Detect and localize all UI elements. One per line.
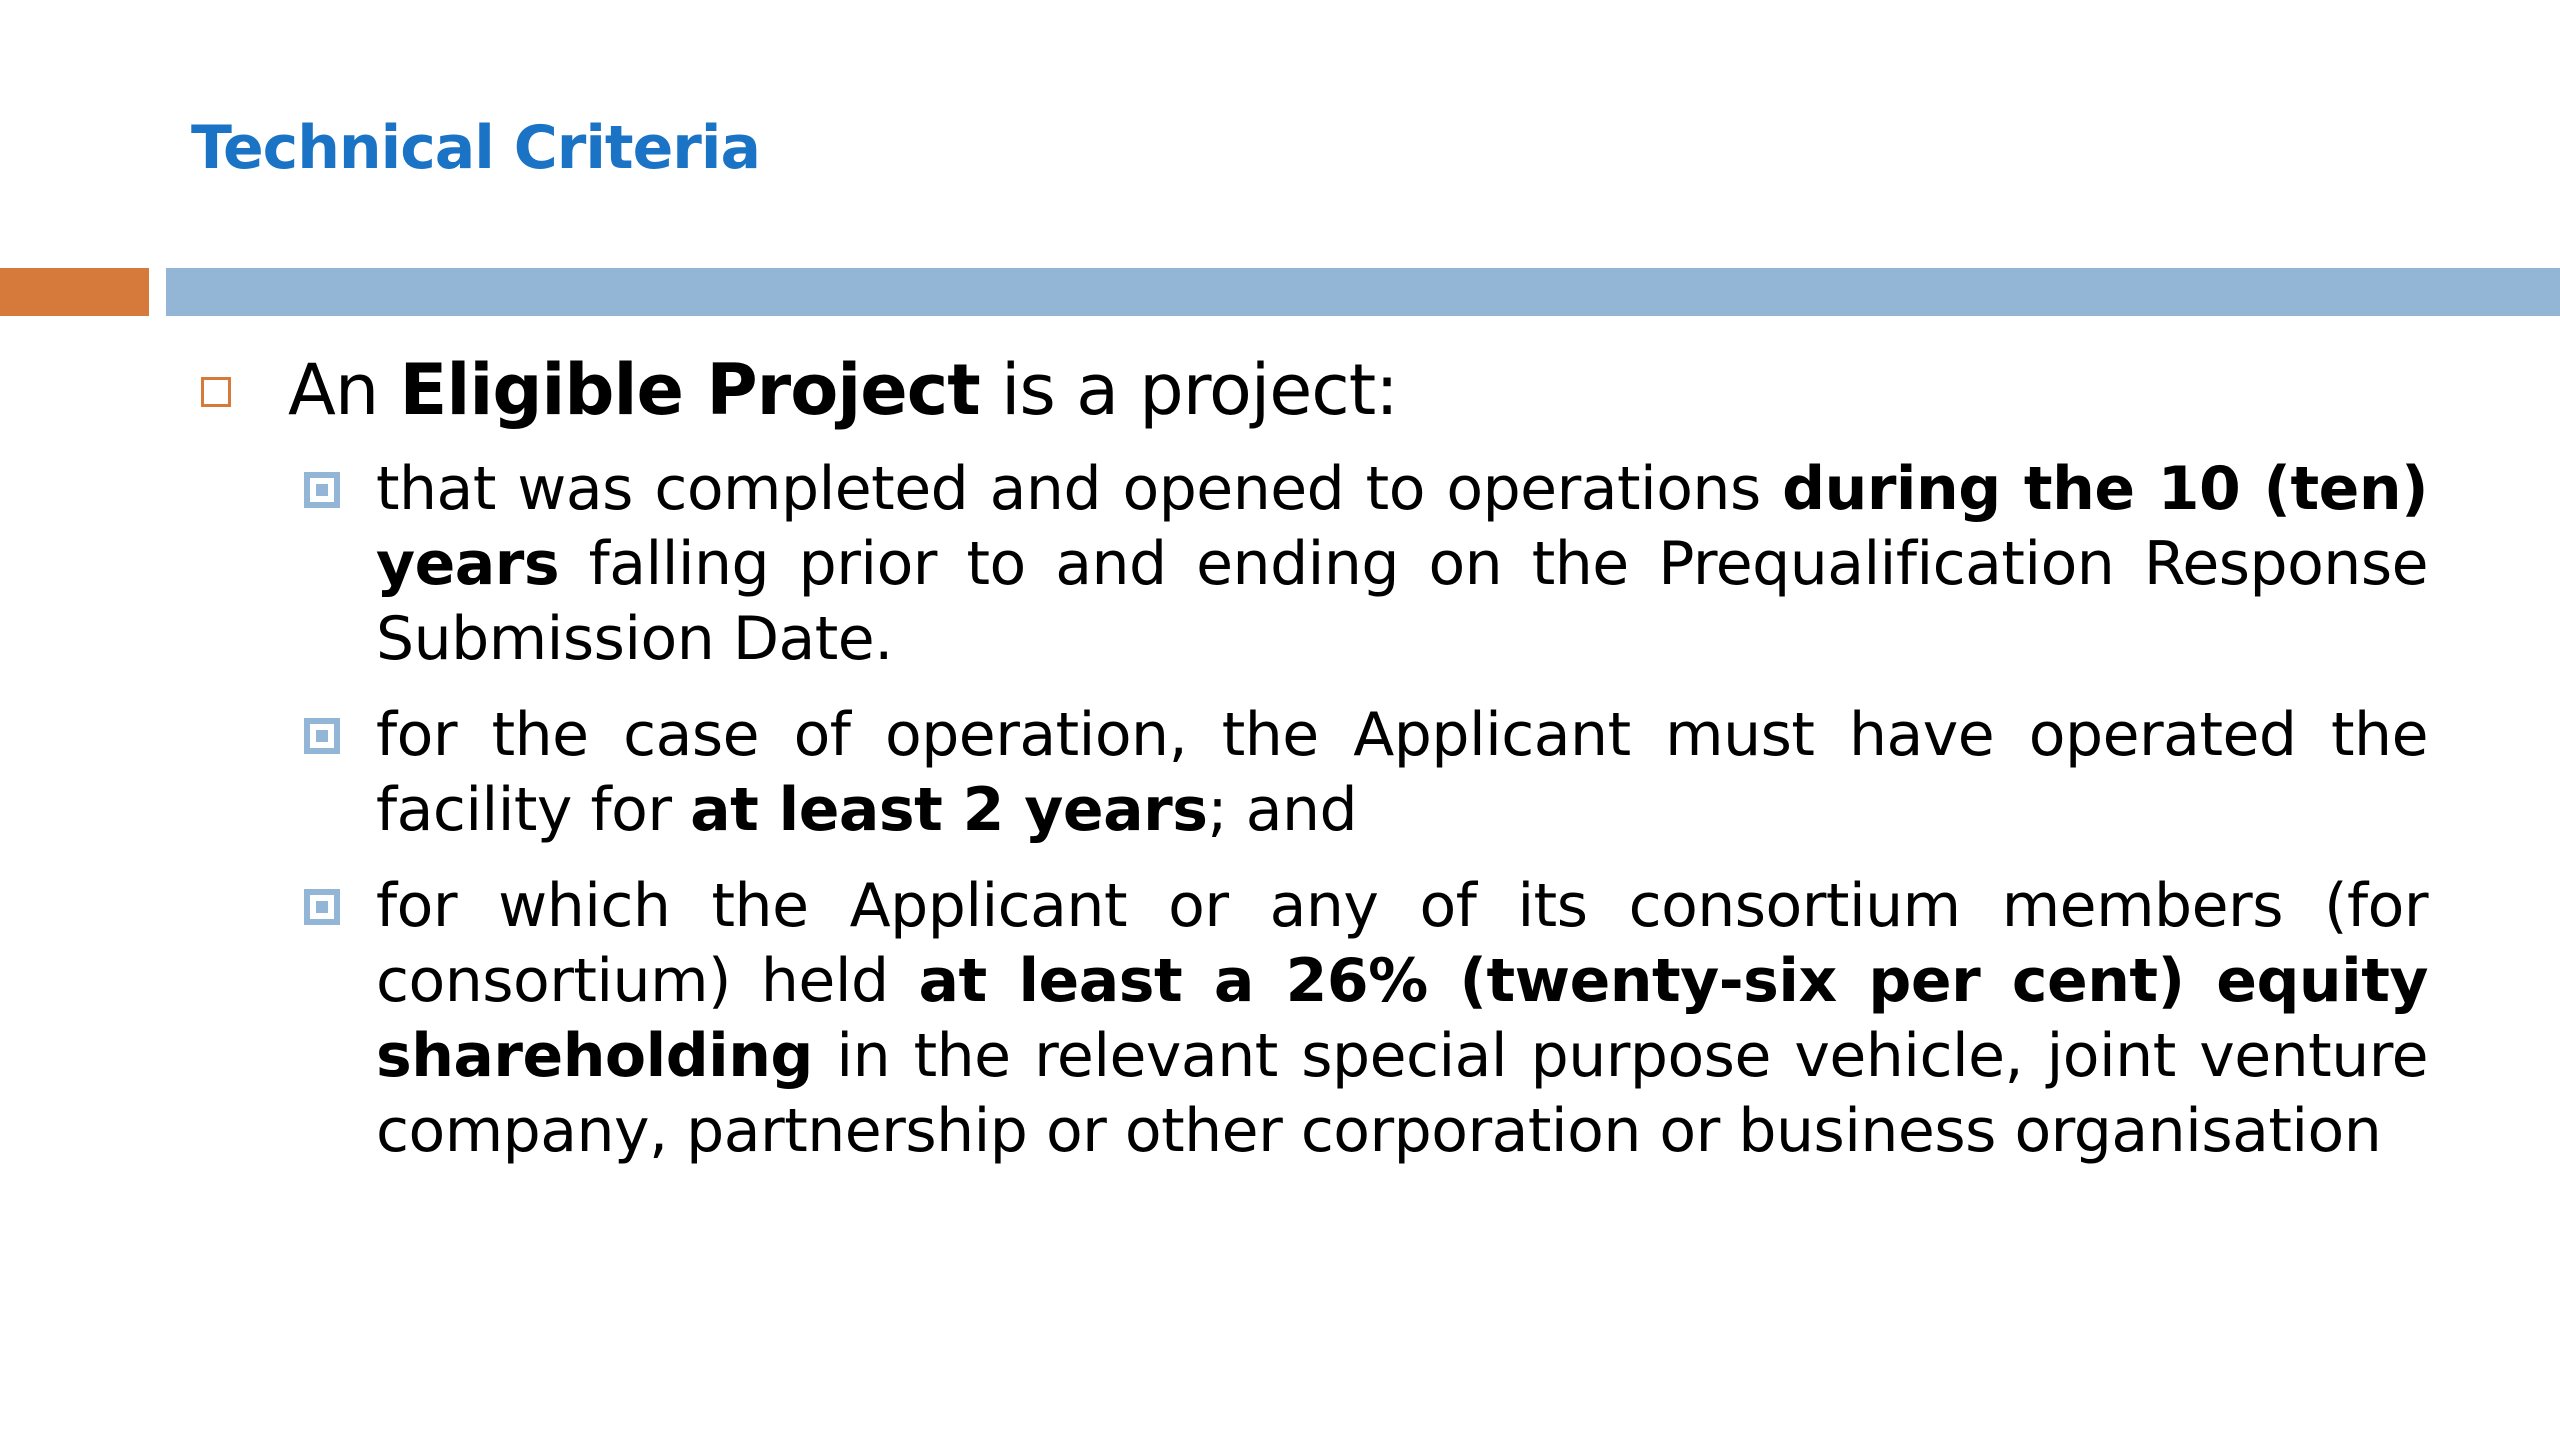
- sub-bullet-text: [376, 869, 2428, 1169]
- slide-title: Technical Criteria: [191, 113, 760, 183]
- sub-bullet-item: [304, 452, 2428, 677]
- sub-bullet-text-part: for the case of operation, the Applicant must have operated the facility for: [376, 700, 2428, 845]
- sub-bullet-item: [304, 869, 2428, 1244]
- square-bullet-icon: [304, 889, 340, 925]
- sub-bullet-bold: at least 2 years: [690, 775, 1208, 845]
- main-bullet-suffix: is a project:: [979, 349, 1398, 431]
- sub-bullet-text-part: for which the Applicant or any of its consortium members (for consortium) held: [376, 871, 2428, 1016]
- main-bullet-text: [288, 345, 1398, 435]
- sub-bullet-text-part: ; and: [1207, 775, 1358, 845]
- main-bullet-item: [201, 345, 2501, 435]
- sub-bullet-text: [376, 452, 2428, 677]
- sub-bullet-text: [376, 698, 2428, 848]
- sub-bullet-text-part: that was completed and opened to operations: [376, 454, 1783, 524]
- square-bullet-icon: [304, 472, 340, 508]
- square-bullet-icon: [304, 718, 340, 754]
- sub-bullet-bold: during the 10 (ten) years: [376, 454, 2428, 599]
- sub-bullet-text-part: falling prior to and ending on the Prequalification Response Submission Date.: [376, 529, 2428, 674]
- sub-bullet-bold: at least a 26% (twenty-six per cent) equity shareholding: [376, 946, 2428, 1091]
- sub-bullet-item: [304, 698, 2428, 848]
- accent-bar-blue: [166, 268, 2560, 316]
- accent-bar-orange: [0, 268, 149, 316]
- main-bullet-prefix: An: [288, 349, 400, 431]
- main-bullet-bold: Eligible Project: [399, 349, 980, 431]
- hollow-square-bullet-icon: [201, 377, 231, 407]
- sub-bullet-text-part: in the relevant special purpose vehicle, joint venture company, partnership or other corporation or business organisation: [376, 1021, 2428, 1166]
